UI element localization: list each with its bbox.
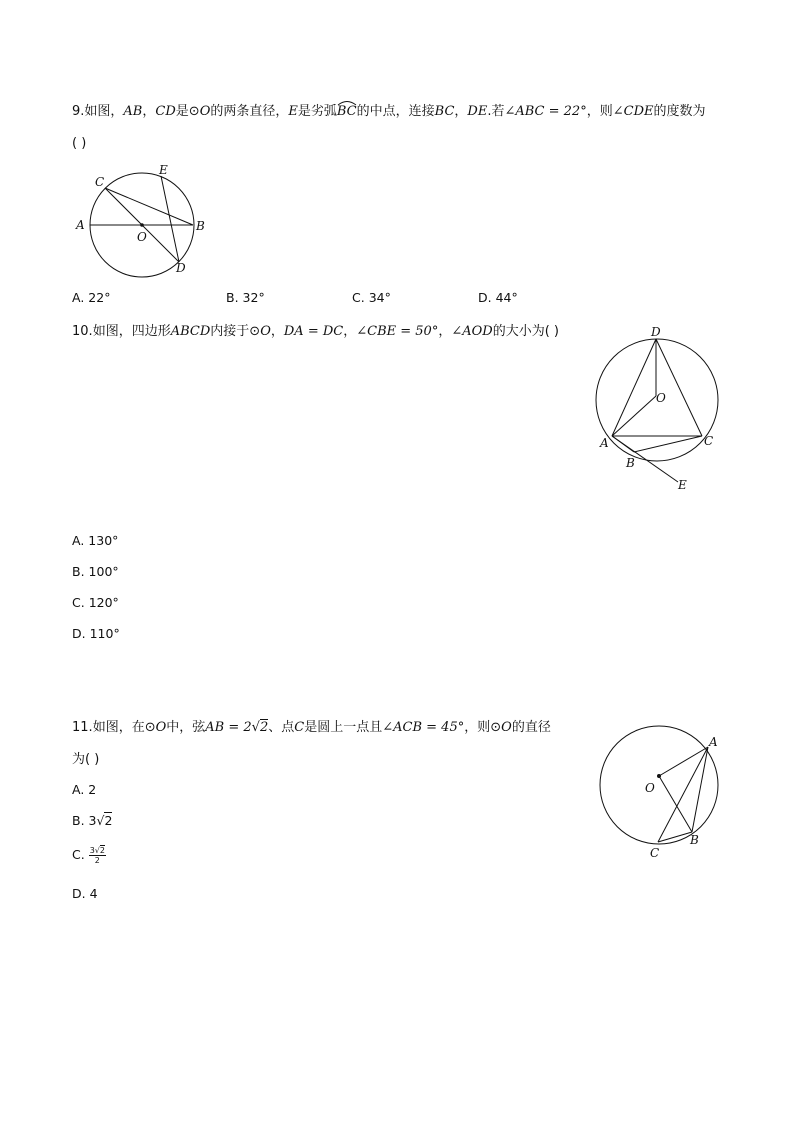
q11-option-a[interactable]: A. 2 bbox=[72, 782, 97, 797]
q9-option-d[interactable]: D. 44° bbox=[478, 290, 518, 305]
q9-number: 9. bbox=[72, 104, 85, 119]
q11-option-c[interactable]: C. $\frac{3√2}{2}$ bbox=[72, 846, 105, 865]
q10-label-d: D bbox=[651, 325, 661, 339]
q10-number: 10. bbox=[72, 324, 93, 339]
q10-extension-be bbox=[612, 436, 678, 482]
q9-label-c: C bbox=[95, 175, 105, 189]
circle-symbol: ⊙ bbox=[188, 104, 200, 119]
q10-option-b[interactable]: B. 100° bbox=[72, 564, 119, 579]
fraction: $\frac{3√2}{2}$ bbox=[89, 846, 105, 865]
q9-center-dot bbox=[140, 223, 144, 227]
q10-side-da bbox=[612, 339, 656, 436]
circle-symbol: ⊙ bbox=[249, 324, 261, 339]
q11-option-b[interactable]: B. 3√2 bbox=[72, 813, 113, 828]
q11-chord-ab bbox=[692, 747, 708, 832]
q9-label-o: O bbox=[137, 230, 147, 244]
q10-option-d[interactable]: D. 110° bbox=[72, 626, 120, 641]
q11-circle bbox=[600, 726, 718, 844]
circle-symbol: ⊙ bbox=[144, 720, 156, 735]
q10-figure bbox=[590, 320, 730, 500]
q11-label-o: O bbox=[645, 781, 655, 795]
q9-label-a: A bbox=[76, 218, 85, 232]
q9-chord-de bbox=[161, 176, 179, 262]
q11-stem-line2: 为( ) bbox=[72, 752, 100, 767]
q9-chord-bc bbox=[105, 188, 193, 225]
q11-label-c: C bbox=[650, 846, 660, 860]
q9-figure bbox=[70, 160, 220, 280]
q10-side-dc bbox=[656, 339, 702, 436]
q9-option-a[interactable]: A. 22° bbox=[72, 290, 111, 305]
q11-option-d[interactable]: D. 4 bbox=[72, 886, 98, 901]
q10-option-a[interactable]: A. 130° bbox=[72, 533, 119, 548]
arc-mark bbox=[337, 100, 357, 106]
q11-radius-ob bbox=[659, 776, 692, 832]
arc-bc: BC bbox=[337, 104, 357, 119]
q11-label-a: A bbox=[709, 735, 718, 749]
q9-label-e: E bbox=[159, 163, 168, 177]
q9-answer-bracket: ( ) bbox=[72, 136, 87, 151]
q11-center-dot bbox=[657, 774, 661, 778]
q10-label-o: O bbox=[656, 391, 666, 405]
q9-label-b: B bbox=[196, 219, 205, 233]
q9-label-d: D bbox=[176, 261, 186, 275]
circle-symbol: ⊙ bbox=[490, 720, 502, 735]
sqrt-sign: √ bbox=[96, 813, 105, 828]
q11-number: 11. bbox=[72, 720, 93, 735]
q10-stem: 10.如图，四边形ABCD内接于⊙O，DA = DC，∠CBE = 50°，∠AOD的大小为( ) bbox=[72, 324, 559, 339]
q11-stem: 11.如图，在⊙O中，弦AB = 2√2、点C是圆上一点且∠ACB = 45°，则⊙O的直径 bbox=[72, 720, 551, 735]
sqrt-sign: √ bbox=[251, 720, 260, 735]
q10-label-c: C bbox=[704, 434, 714, 448]
q9-stem: 9.如图，AB，CD是⊙O的两条直径，E是劣弧BC 的中点，连接BC，DE.若∠ABC = 22°，则∠CDE的度数为 bbox=[72, 104, 706, 120]
q11-figure bbox=[590, 720, 730, 865]
q10-label-e: E bbox=[678, 478, 687, 492]
q10-label-b: B bbox=[626, 456, 635, 470]
q9-option-b[interactable]: B. 32° bbox=[226, 290, 265, 305]
q10-option-c[interactable]: C. 120° bbox=[72, 595, 119, 610]
q10-label-a: A bbox=[600, 436, 609, 450]
q10-radius-oa bbox=[612, 396, 656, 436]
q11-label-b: B bbox=[690, 833, 699, 847]
q9-option-c[interactable]: C. 34° bbox=[352, 290, 391, 305]
